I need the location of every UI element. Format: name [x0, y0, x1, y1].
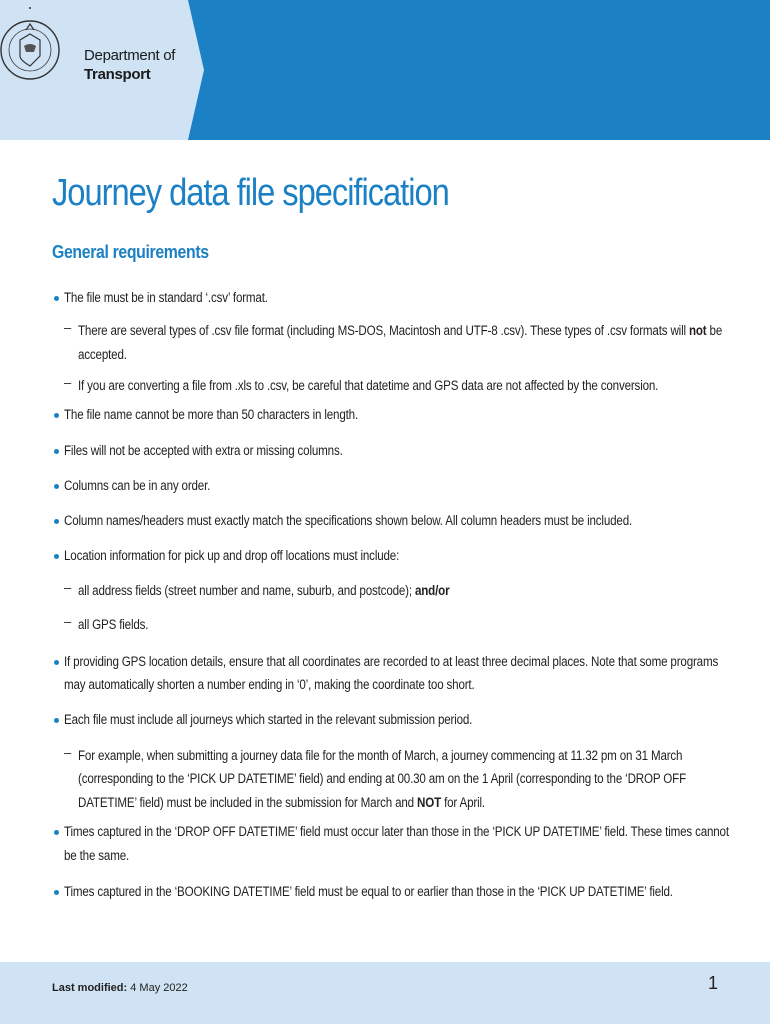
list-item: Location information for pick up and drop off locations must include: — [64, 548, 400, 563]
department-line-1: Department of — [84, 47, 176, 64]
dash-marker: – — [64, 320, 72, 335]
list-subitem: There are several types of .csv file format (including MS-DOS, Macintosh and UTF-8 .csv). These types of .csv formats will not be — [78, 323, 723, 338]
list-subitem-cont: (corresponding to the ‘PICK UP DATETIME’ field) and ending at 00.30 am on the 1 April (corresponding to the ‘DROP OFF — [78, 771, 686, 786]
government-crest-logo — [0, 0, 60, 100]
dash-marker: – — [64, 614, 72, 629]
dash-marker: – — [64, 375, 72, 390]
bullet-marker — [54, 890, 59, 895]
list-item: Times captured in the ‘BOOKING DATETIME’ field must be equal to or earlier than those in the ‘PICK UP DATETIME’ field. — [64, 884, 673, 899]
last-modified — [52, 982, 188, 994]
list-item: Each file must include all journeys which started in the relevant submission period. — [64, 712, 473, 727]
list-item-cont: be the same. — [64, 848, 130, 863]
last-modified-label: Last modified: — [52, 982, 128, 994]
list-subitem: If you are converting a file from .xls to .csv, be careful that datetime and GPS data are not affected by the conversion. — [78, 378, 659, 393]
list-item: Column names/headers must exactly match the specifications shown below. All column headers must be included. — [64, 513, 633, 528]
bullet-marker — [54, 413, 59, 418]
list-subitem: all GPS fields. — [78, 617, 149, 632]
list-subitem-cont: DATETIME’ field) must be included in the submission for March and NOT for April. — [78, 795, 485, 810]
page-header — [0, 0, 770, 140]
bullet-marker — [54, 296, 59, 301]
last-modified-date: 4 May 2022 — [130, 982, 188, 994]
bullet-marker — [54, 660, 59, 665]
section-heading: General requirements — [52, 242, 209, 262]
department-name — [84, 46, 175, 84]
bullet-marker — [54, 554, 59, 559]
page-title: Journey data file specification — [52, 172, 449, 214]
list-subitem: all address fields (street number and name, suburb, and postcode); and/or — [78, 583, 450, 598]
bullet-marker — [54, 484, 59, 489]
department-line-2: Transport — [84, 66, 151, 83]
bullet-marker — [54, 519, 59, 524]
list-item-cont: may automatically shorten a number ending in ‘0’, making the coordinate too short. — [64, 677, 475, 692]
list-item: Columns can be in any order. — [64, 478, 211, 493]
list-item: The file name cannot be more than 50 characters in length. — [64, 407, 358, 422]
list-subitem-cont: accepted. — [78, 347, 127, 362]
bullet-marker — [54, 718, 59, 723]
list-item: Files will not be accepted with extra or missing columns. — [64, 443, 343, 458]
bullet-marker — [54, 830, 59, 835]
dash-marker: – — [64, 580, 72, 595]
page-footer — [0, 962, 770, 1024]
list-item: The file must be in standard ‘.csv’ format. — [64, 290, 268, 305]
page-number: 1 — [708, 973, 719, 993]
bullet-marker — [54, 449, 59, 454]
dash-marker: – — [64, 745, 72, 760]
list-subitem: For example, when submitting a journey data file for the month of March, a journey commencing at 11.32 pm on 31 March — [78, 748, 683, 763]
list-item: Times captured in the ‘DROP OFF DATETIME’ field must occur later than those in the ‘PICK UP DATETIME’ field. These times cannot — [64, 824, 729, 839]
list-item: If providing GPS location details, ensure that all coordinates are recorded to at least three decimal places. Note that some programs — [64, 654, 719, 669]
